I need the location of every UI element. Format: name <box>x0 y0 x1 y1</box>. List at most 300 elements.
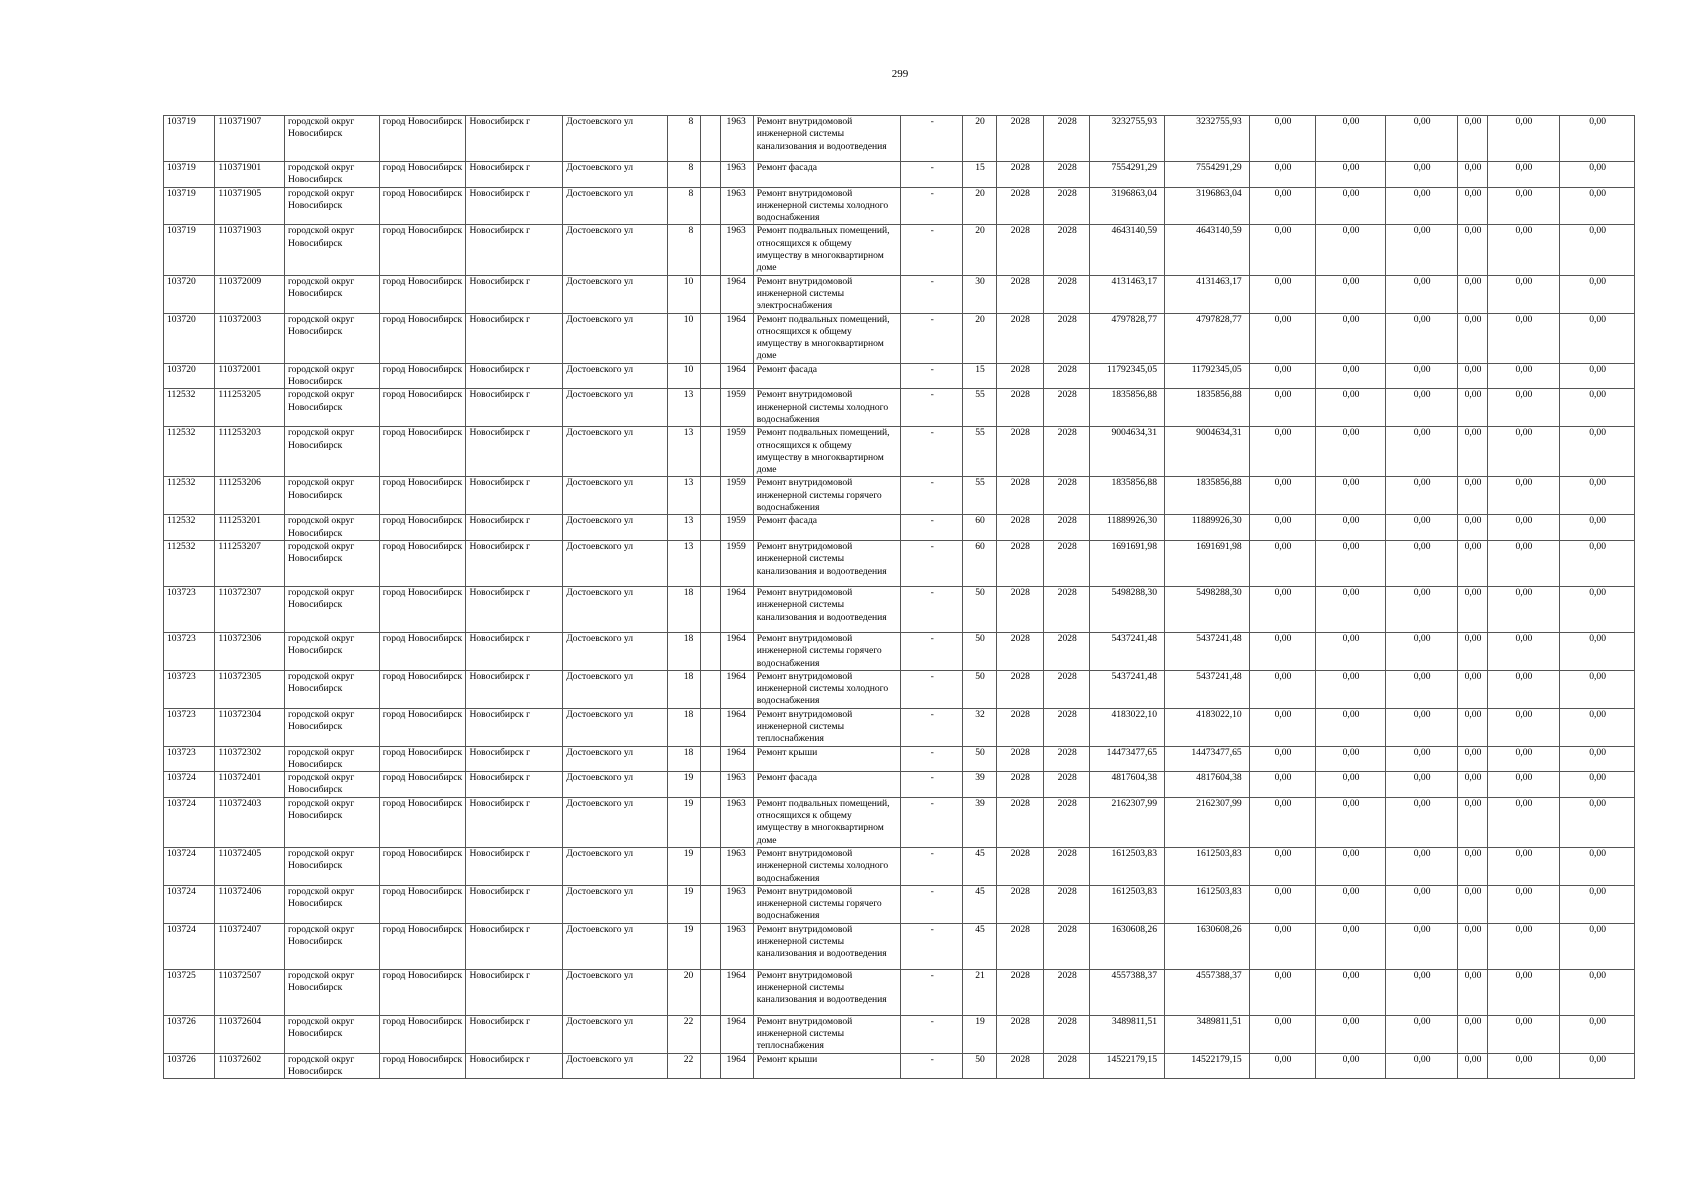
row-city: город Новосибирск <box>379 275 466 313</box>
row-value-3: 0,00 <box>1385 363 1458 389</box>
row-wear: 30 <box>963 275 996 313</box>
row-house: 13 <box>668 427 701 477</box>
row-value-2: 0,00 <box>1316 275 1386 313</box>
table-row <box>164 670 1635 708</box>
row-street: Достоевского ул <box>563 1015 668 1053</box>
row-dash: - <box>900 313 963 363</box>
row-wear: 55 <box>963 389 996 427</box>
row-code: 110371907 <box>215 116 285 162</box>
row-value-5: 0,00 <box>1487 772 1560 798</box>
row-city: город Новосибирск <box>379 427 466 477</box>
row-year-start: 2028 <box>996 427 1043 477</box>
row-value-4: 0,00 <box>1458 540 1487 586</box>
row-blank <box>701 708 721 746</box>
row-year-start: 2028 <box>996 586 1043 632</box>
row-blank <box>701 540 721 586</box>
row-code: 111253203 <box>215 427 285 477</box>
row-total: 4797828,77 <box>1165 313 1250 363</box>
row-locality: Новосибирск г <box>466 1015 563 1053</box>
row-work: Ремонт подвальных помещений, относящихся к общему имуществу в многоквартирном доме <box>753 797 900 847</box>
row-value-2: 0,00 <box>1316 847 1386 885</box>
row-value-1: 0,00 <box>1249 116 1316 162</box>
row-street: Достоевского ул <box>563 670 668 708</box>
row-year-end: 2028 <box>1044 116 1090 162</box>
row-okrug: городской округ Новосибирск <box>284 1053 379 1079</box>
row-okrug: городской округ Новосибирск <box>284 746 379 772</box>
table-row <box>164 162 1635 188</box>
row-okrug: городской округ Новосибирск <box>284 708 379 746</box>
table-row <box>164 389 1635 427</box>
row-year-start: 2028 <box>996 225 1043 275</box>
row-house: 19 <box>668 923 701 969</box>
row-blank <box>701 746 721 772</box>
row-street: Достоевского ул <box>563 746 668 772</box>
row-value-1: 0,00 <box>1249 885 1316 923</box>
row-value-4: 0,00 <box>1458 923 1487 969</box>
row-value-2: 0,00 <box>1316 313 1386 363</box>
row-city: город Новосибирск <box>379 313 466 363</box>
row-value-1: 0,00 <box>1249 187 1316 225</box>
table-row <box>164 477 1635 515</box>
row-id: 103719 <box>164 225 215 275</box>
row-value-1: 0,00 <box>1249 969 1316 1015</box>
row-total: 1835856,88 <box>1165 389 1250 427</box>
row-year-end: 2028 <box>1044 225 1090 275</box>
row-year-start: 2028 <box>996 746 1043 772</box>
row-value-3: 0,00 <box>1385 969 1458 1015</box>
row-year: 1959 <box>721 515 753 541</box>
row-locality: Новосибирск г <box>466 313 563 363</box>
row-value-2: 0,00 <box>1316 969 1386 1015</box>
row-value-5: 0,00 <box>1487 586 1560 632</box>
row-value-6: 0,00 <box>1560 797 1635 847</box>
row-value-1: 0,00 <box>1249 1053 1316 1079</box>
row-value-3: 0,00 <box>1385 632 1458 670</box>
row-house: 19 <box>668 772 701 798</box>
row-okrug: городской округ Новосибирск <box>284 116 379 162</box>
row-value-3: 0,00 <box>1385 187 1458 225</box>
row-value-5: 0,00 <box>1487 923 1560 969</box>
row-year-start: 2028 <box>996 162 1043 188</box>
row-year-end: 2028 <box>1044 797 1090 847</box>
row-city: город Новосибирск <box>379 1053 466 1079</box>
row-code: 110372407 <box>215 923 285 969</box>
row-street: Достоевского ул <box>563 225 668 275</box>
table-body <box>164 116 1635 1079</box>
row-id: 112532 <box>164 515 215 541</box>
row-year-start: 2028 <box>996 313 1043 363</box>
row-total: 3489811,51 <box>1165 1015 1250 1053</box>
row-cost: 1691691,98 <box>1090 540 1165 586</box>
row-city: город Новосибирск <box>379 515 466 541</box>
row-wear: 50 <box>963 670 996 708</box>
row-code: 110372003 <box>215 313 285 363</box>
row-id: 103723 <box>164 670 215 708</box>
row-value-6: 0,00 <box>1560 708 1635 746</box>
row-id: 112532 <box>164 540 215 586</box>
row-year-start: 2028 <box>996 116 1043 162</box>
row-value-1: 0,00 <box>1249 586 1316 632</box>
row-cost: 14522179,15 <box>1090 1053 1165 1079</box>
row-year-start: 2028 <box>996 1053 1043 1079</box>
row-work: Ремонт внутридомовой инженерной системы канализования и водоотведения <box>753 586 900 632</box>
row-year: 1959 <box>721 540 753 586</box>
row-value-4: 0,00 <box>1458 885 1487 923</box>
row-okrug: городской округ Новосибирск <box>284 586 379 632</box>
row-dash: - <box>900 885 963 923</box>
row-okrug: городской округ Новосибирск <box>284 187 379 225</box>
row-cost: 9004634,31 <box>1090 427 1165 477</box>
row-work: Ремонт подвальных помещений, относящихся к общему имуществу в многоквартирном доме <box>753 313 900 363</box>
table-row <box>164 632 1635 670</box>
row-value-1: 0,00 <box>1249 363 1316 389</box>
table-row <box>164 797 1635 847</box>
row-street: Достоевского ул <box>563 187 668 225</box>
row-locality: Новосибирск г <box>466 632 563 670</box>
row-year-start: 2028 <box>996 363 1043 389</box>
row-street: Достоевского ул <box>563 586 668 632</box>
row-work: Ремонт подвальных помещений, относящихся к общему имуществу в многоквартирном доме <box>753 427 900 477</box>
row-year: 1964 <box>721 708 753 746</box>
row-street: Достоевского ул <box>563 885 668 923</box>
row-year-start: 2028 <box>996 847 1043 885</box>
row-dash: - <box>900 708 963 746</box>
row-value-4: 0,00 <box>1458 708 1487 746</box>
row-work: Ремонт фасада <box>753 772 900 798</box>
row-value-5: 0,00 <box>1487 670 1560 708</box>
row-work: Ремонт внутридомовой инженерной системы канализования и водоотведения <box>753 540 900 586</box>
row-total: 11792345,05 <box>1165 363 1250 389</box>
row-blank <box>701 923 721 969</box>
row-blank <box>701 1015 721 1053</box>
row-street: Достоевского ул <box>563 708 668 746</box>
row-house: 13 <box>668 540 701 586</box>
row-dash: - <box>900 746 963 772</box>
row-total: 1630608,26 <box>1165 923 1250 969</box>
row-city: город Новосибирск <box>379 477 466 515</box>
row-year-start: 2028 <box>996 772 1043 798</box>
row-dash: - <box>900 772 963 798</box>
row-value-5: 0,00 <box>1487 225 1560 275</box>
table-row <box>164 363 1635 389</box>
table-row <box>164 427 1635 477</box>
row-value-1: 0,00 <box>1249 772 1316 798</box>
row-value-3: 0,00 <box>1385 225 1458 275</box>
row-value-4: 0,00 <box>1458 746 1487 772</box>
row-year: 1964 <box>721 1053 753 1079</box>
row-year-end: 2028 <box>1044 187 1090 225</box>
row-year-end: 2028 <box>1044 1053 1090 1079</box>
row-street: Достоевского ул <box>563 477 668 515</box>
row-locality: Новосибирск г <box>466 772 563 798</box>
row-okrug: городской округ Новосибирск <box>284 275 379 313</box>
row-value-3: 0,00 <box>1385 586 1458 632</box>
row-cost: 11889926,30 <box>1090 515 1165 541</box>
row-code: 110371905 <box>215 187 285 225</box>
row-value-1: 0,00 <box>1249 389 1316 427</box>
row-value-5: 0,00 <box>1487 162 1560 188</box>
row-house: 19 <box>668 797 701 847</box>
row-id: 103724 <box>164 772 215 798</box>
row-value-4: 0,00 <box>1458 1053 1487 1079</box>
row-work: Ремонт крыши <box>753 1053 900 1079</box>
row-cost: 4817604,38 <box>1090 772 1165 798</box>
row-cost: 4797828,77 <box>1090 313 1165 363</box>
row-street: Достоевского ул <box>563 275 668 313</box>
row-house: 13 <box>668 515 701 541</box>
table-row <box>164 746 1635 772</box>
row-city: город Новосибирск <box>379 670 466 708</box>
row-cost: 1612503,83 <box>1090 847 1165 885</box>
row-cost: 5498288,30 <box>1090 586 1165 632</box>
row-year-end: 2028 <box>1044 746 1090 772</box>
row-cost: 3232755,93 <box>1090 116 1165 162</box>
row-value-6: 0,00 <box>1560 746 1635 772</box>
row-work: Ремонт внутридомовой инженерной системы холодного водоснабжения <box>753 187 900 225</box>
row-work: Ремонт подвальных помещений, относящихся к общему имуществу в многоквартирном доме <box>753 225 900 275</box>
row-locality: Новосибирск г <box>466 847 563 885</box>
row-value-1: 0,00 <box>1249 540 1316 586</box>
row-value-1: 0,00 <box>1249 515 1316 541</box>
row-year-end: 2028 <box>1044 969 1090 1015</box>
row-value-6: 0,00 <box>1560 586 1635 632</box>
row-code: 110372403 <box>215 797 285 847</box>
row-blank <box>701 885 721 923</box>
row-total: 4643140,59 <box>1165 225 1250 275</box>
row-dash: - <box>900 1053 963 1079</box>
row-locality: Новосибирск г <box>466 363 563 389</box>
row-wear: 60 <box>963 540 996 586</box>
row-year-start: 2028 <box>996 923 1043 969</box>
row-code: 110372009 <box>215 275 285 313</box>
row-cost: 3489811,51 <box>1090 1015 1165 1053</box>
row-year: 1964 <box>721 363 753 389</box>
row-value-6: 0,00 <box>1560 515 1635 541</box>
row-id: 103723 <box>164 586 215 632</box>
row-total: 14522179,15 <box>1165 1053 1250 1079</box>
row-year-end: 2028 <box>1044 885 1090 923</box>
row-year: 1963 <box>721 772 753 798</box>
row-house: 18 <box>668 586 701 632</box>
row-code: 110372001 <box>215 363 285 389</box>
row-okrug: городской округ Новосибирск <box>284 885 379 923</box>
row-okrug: городской округ Новосибирск <box>284 969 379 1015</box>
row-locality: Новосибирск г <box>466 746 563 772</box>
row-value-4: 0,00 <box>1458 515 1487 541</box>
row-value-4: 0,00 <box>1458 772 1487 798</box>
row-work: Ремонт внутридомовой инженерной системы горячего водоснабжения <box>753 632 900 670</box>
row-value-6: 0,00 <box>1560 540 1635 586</box>
row-value-3: 0,00 <box>1385 772 1458 798</box>
row-street: Достоевского ул <box>563 162 668 188</box>
row-wear: 39 <box>963 797 996 847</box>
row-value-5: 0,00 <box>1487 116 1560 162</box>
row-blank <box>701 313 721 363</box>
row-value-2: 0,00 <box>1316 427 1386 477</box>
row-value-5: 0,00 <box>1487 313 1560 363</box>
row-city: город Новосибирск <box>379 540 466 586</box>
row-year: 1963 <box>721 187 753 225</box>
row-value-3: 0,00 <box>1385 708 1458 746</box>
row-year-end: 2028 <box>1044 586 1090 632</box>
row-code: 111253205 <box>215 389 285 427</box>
row-year-end: 2028 <box>1044 363 1090 389</box>
row-total: 1835856,88 <box>1165 477 1250 515</box>
row-value-2: 0,00 <box>1316 708 1386 746</box>
row-locality: Новосибирск г <box>466 116 563 162</box>
row-cost: 4643140,59 <box>1090 225 1165 275</box>
row-work: Ремонт внутридомовой инженерной системы горячего водоснабжения <box>753 885 900 923</box>
row-city: город Новосибирск <box>379 746 466 772</box>
row-wear: 39 <box>963 772 996 798</box>
row-code: 110372602 <box>215 1053 285 1079</box>
row-dash: - <box>900 363 963 389</box>
row-house: 8 <box>668 225 701 275</box>
row-value-5: 0,00 <box>1487 275 1560 313</box>
row-wear: 45 <box>963 847 996 885</box>
row-locality: Новосибирск г <box>466 923 563 969</box>
row-work: Ремонт внутридомовой инженерной системы теплоснабжения <box>753 708 900 746</box>
row-dash: - <box>900 540 963 586</box>
row-wear: 50 <box>963 632 996 670</box>
row-value-2: 0,00 <box>1316 363 1386 389</box>
row-dash: - <box>900 515 963 541</box>
row-id: 103726 <box>164 1053 215 1079</box>
row-id: 103719 <box>164 116 215 162</box>
row-okrug: городской округ Новосибирск <box>284 389 379 427</box>
row-value-3: 0,00 <box>1385 427 1458 477</box>
row-city: город Новосибирск <box>379 116 466 162</box>
row-value-5: 0,00 <box>1487 632 1560 670</box>
row-work: Ремонт крыши <box>753 746 900 772</box>
row-year-start: 2028 <box>996 797 1043 847</box>
table-row <box>164 923 1635 969</box>
row-value-4: 0,00 <box>1458 797 1487 847</box>
row-cost: 2162307,99 <box>1090 797 1165 847</box>
row-value-6: 0,00 <box>1560 187 1635 225</box>
row-okrug: городской округ Новосибирск <box>284 477 379 515</box>
row-locality: Новосибирск г <box>466 670 563 708</box>
table-row <box>164 708 1635 746</box>
row-value-5: 0,00 <box>1487 885 1560 923</box>
row-wear: 50 <box>963 746 996 772</box>
row-value-2: 0,00 <box>1316 885 1386 923</box>
row-street: Достоевского ул <box>563 632 668 670</box>
row-okrug: городской округ Новосибирск <box>284 225 379 275</box>
row-year: 1964 <box>721 670 753 708</box>
row-id: 103720 <box>164 313 215 363</box>
row-total: 2162307,99 <box>1165 797 1250 847</box>
row-city: город Новосибирск <box>379 187 466 225</box>
row-id: 103723 <box>164 708 215 746</box>
row-value-3: 0,00 <box>1385 746 1458 772</box>
row-value-6: 0,00 <box>1560 847 1635 885</box>
row-okrug: городской округ Новосибирск <box>284 515 379 541</box>
row-okrug: городской округ Новосибирск <box>284 670 379 708</box>
row-wear: 15 <box>963 363 996 389</box>
row-locality: Новосибирск г <box>466 515 563 541</box>
row-total: 3232755,93 <box>1165 116 1250 162</box>
page-number: 299 <box>891 68 909 80</box>
row-total: 1691691,98 <box>1165 540 1250 586</box>
row-id: 103719 <box>164 162 215 188</box>
row-value-5: 0,00 <box>1487 746 1560 772</box>
row-house: 20 <box>668 969 701 1015</box>
row-work: Ремонт внутридомовой инженерной системы теплоснабжения <box>753 1015 900 1053</box>
row-house: 18 <box>668 670 701 708</box>
row-work: Ремонт внутридомовой инженерной системы холодного водоснабжения <box>753 847 900 885</box>
row-city: город Новосибирск <box>379 363 466 389</box>
row-locality: Новосибирск г <box>466 225 563 275</box>
row-value-5: 0,00 <box>1487 477 1560 515</box>
row-value-3: 0,00 <box>1385 515 1458 541</box>
table-row <box>164 275 1635 313</box>
row-house: 22 <box>668 1015 701 1053</box>
row-value-3: 0,00 <box>1385 162 1458 188</box>
row-city: город Новосибирск <box>379 586 466 632</box>
row-street: Достоевского ул <box>563 540 668 586</box>
row-id: 103724 <box>164 847 215 885</box>
row-cost: 5437241,48 <box>1090 632 1165 670</box>
row-year-end: 2028 <box>1044 389 1090 427</box>
row-wear: 50 <box>963 586 996 632</box>
row-blank <box>701 515 721 541</box>
row-year: 1959 <box>721 389 753 427</box>
row-blank <box>701 632 721 670</box>
row-okrug: городской округ Новосибирск <box>284 797 379 847</box>
row-blank <box>701 187 721 225</box>
row-value-3: 0,00 <box>1385 1053 1458 1079</box>
row-locality: Новосибирск г <box>466 187 563 225</box>
row-value-2: 0,00 <box>1316 540 1386 586</box>
works-table <box>163 115 1635 1079</box>
row-cost: 5437241,48 <box>1090 670 1165 708</box>
row-blank <box>701 363 721 389</box>
row-okrug: городской округ Новосибирск <box>284 772 379 798</box>
row-year-start: 2028 <box>996 540 1043 586</box>
row-dash: - <box>900 187 963 225</box>
row-value-5: 0,00 <box>1487 427 1560 477</box>
row-blank <box>701 116 721 162</box>
row-value-5: 0,00 <box>1487 797 1560 847</box>
row-dash: - <box>900 162 963 188</box>
row-city: город Новосибирск <box>379 1015 466 1053</box>
row-okrug: городской округ Новосибирск <box>284 1015 379 1053</box>
row-house: 19 <box>668 885 701 923</box>
row-dash: - <box>900 969 963 1015</box>
row-value-4: 0,00 <box>1458 187 1487 225</box>
row-year: 1963 <box>721 885 753 923</box>
row-code: 110371903 <box>215 225 285 275</box>
row-work: Ремонт внутридомовой инженерной системы канализования и водоотведения <box>753 969 900 1015</box>
row-total: 7554291,29 <box>1165 162 1250 188</box>
row-locality: Новосибирск г <box>466 1053 563 1079</box>
row-cost: 1835856,88 <box>1090 477 1165 515</box>
row-value-3: 0,00 <box>1385 847 1458 885</box>
row-value-4: 0,00 <box>1458 477 1487 515</box>
row-street: Достоевского ул <box>563 116 668 162</box>
row-year-end: 2028 <box>1044 708 1090 746</box>
row-id: 103723 <box>164 632 215 670</box>
row-value-2: 0,00 <box>1316 389 1386 427</box>
row-dash: - <box>900 797 963 847</box>
row-locality: Новосибирск г <box>466 275 563 313</box>
row-code: 110372406 <box>215 885 285 923</box>
row-blank <box>701 772 721 798</box>
row-value-5: 0,00 <box>1487 1015 1560 1053</box>
row-year: 1964 <box>721 275 753 313</box>
row-dash: - <box>900 389 963 427</box>
